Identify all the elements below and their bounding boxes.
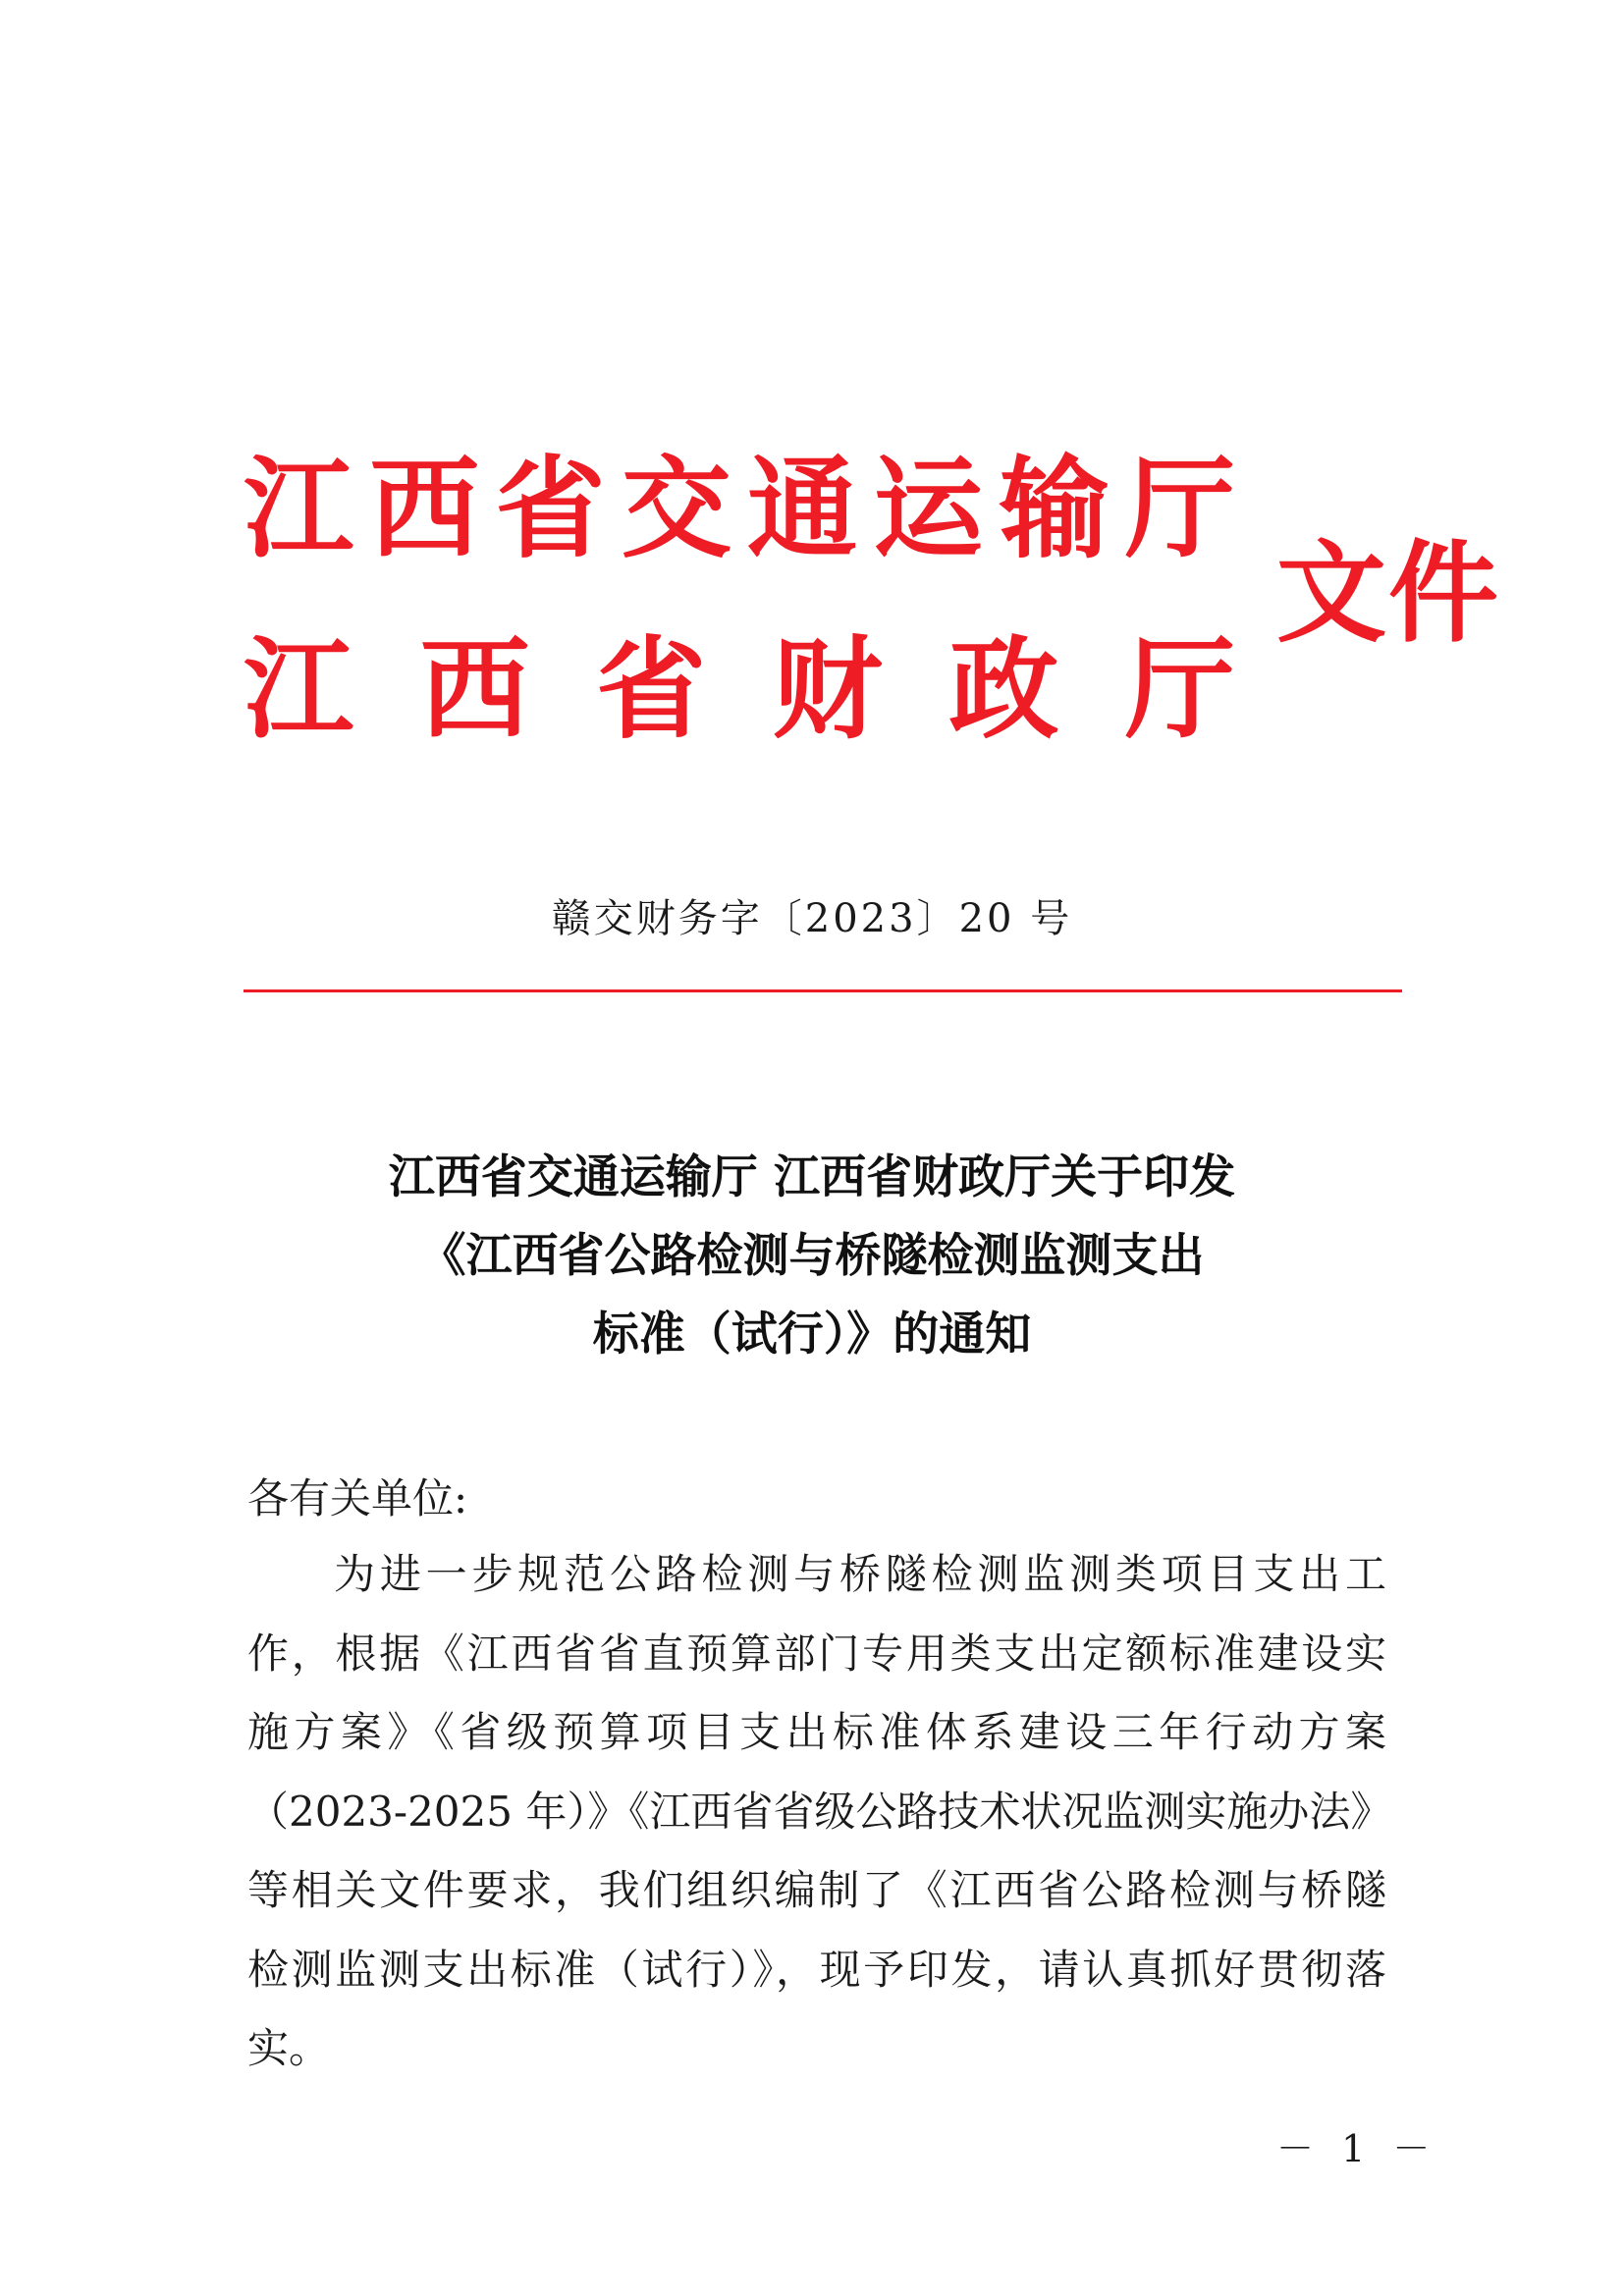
masthead-org-line-2 bbox=[244, 626, 1235, 754]
page-number: － 1 － bbox=[1276, 2127, 1438, 2170]
masthead-char: 交 bbox=[621, 445, 731, 573]
masthead-org-line-1 bbox=[244, 446, 1235, 573]
red-separator-line bbox=[244, 989, 1402, 992]
masthead-char: 财 bbox=[772, 625, 883, 754]
masthead-char: 江 bbox=[244, 625, 353, 754]
masthead-char: 江 bbox=[244, 445, 353, 573]
masthead-char: 厅 bbox=[1124, 625, 1235, 754]
title-line-2: 《江西省公路检测与桥隧检测监测支出 bbox=[419, 1229, 1205, 1283]
masthead-char: 输 bbox=[999, 445, 1110, 573]
body-line: 施方案》《省级预算项目支出标准体系建设三年行动方案 bbox=[247, 1708, 1386, 1756]
body-line: （2023-2025 年）》《江西省省级公路技术状况监测实施办法》 bbox=[247, 1787, 1392, 1836]
masthead-char: 省 bbox=[495, 445, 606, 573]
masthead-suffix-wenjian: 文件 bbox=[1276, 529, 1500, 658]
salutation: 各有关单位: bbox=[247, 1474, 468, 1522]
masthead-char: 通 bbox=[747, 445, 858, 573]
masthead-char: 政 bbox=[948, 625, 1059, 754]
body-line: 等相关文件要求，我们组织编制了《江西省公路检测与桥隧 bbox=[247, 1866, 1386, 1914]
body-line: 实。 bbox=[247, 2024, 331, 2072]
masthead-char: 省 bbox=[596, 625, 707, 754]
body-paragraph bbox=[247, 1535, 1392, 2089]
masthead-char: 厅 bbox=[1124, 445, 1235, 573]
masthead-char: 运 bbox=[873, 445, 984, 573]
title-line-1: 江西省交通运输厅 江西省财政厅关于印发 bbox=[388, 1150, 1236, 1204]
masthead-char: 西 bbox=[419, 625, 530, 754]
body-line: 作，根据《江西省省直预算部门专用类支出定额标准建设实 bbox=[247, 1629, 1386, 1678]
red-masthead bbox=[244, 432, 1500, 766]
title-line-3: 标准（试行）》的通知 bbox=[592, 1308, 1032, 1362]
document-title bbox=[0, 1139, 1624, 1374]
masthead-char: 西 bbox=[369, 445, 480, 573]
document-number: 赣交财务字〔2023〕20 号 bbox=[551, 896, 1073, 941]
body-line: 检测监测支出标准（试行）》，现予印发，请认真抓好贯彻落 bbox=[247, 1945, 1386, 1994]
body-line: 为进一步规范公路检测与桥隧检测监测类项目支出工 bbox=[334, 1550, 1386, 1598]
